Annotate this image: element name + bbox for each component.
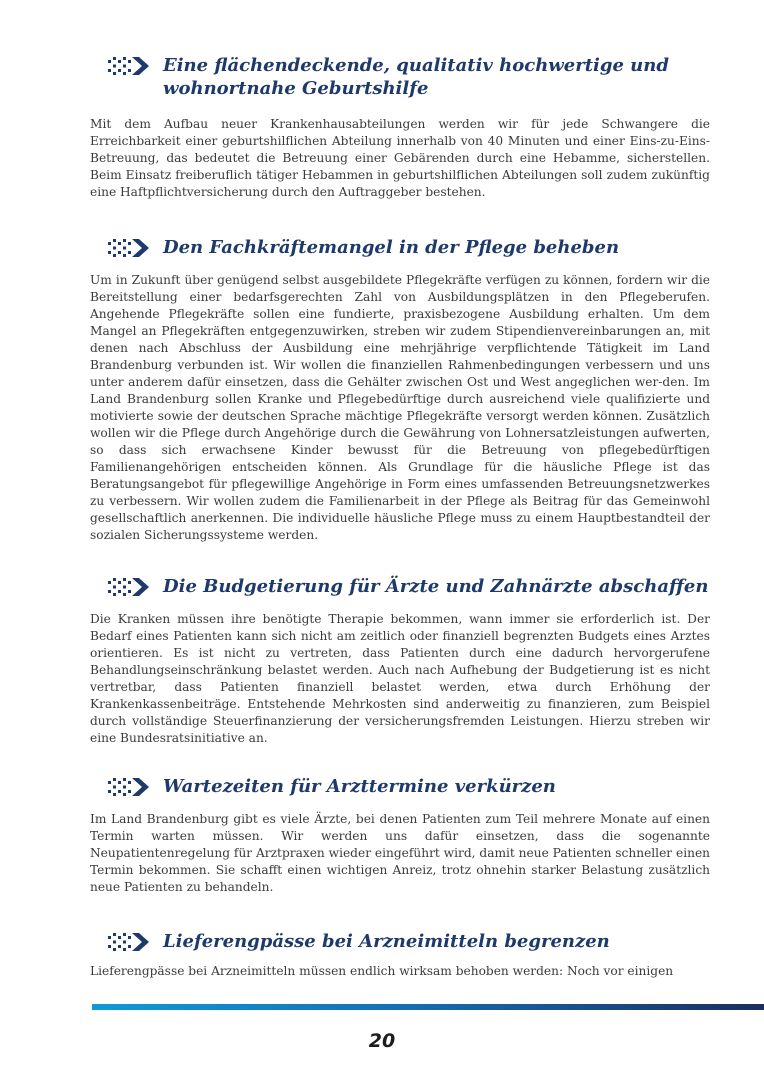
section-heading: [90, 775, 710, 798]
section-title: Wartezeiten für Arzttermine verkürzen: [163, 776, 556, 797]
double-chevron-dots-icon: [108, 575, 154, 597]
section-lieferengpaesse: [90, 930, 710, 980]
section-pflege: [90, 236, 710, 544]
section-body: Um in Zukunft über genügend selbst ausgebildete Pflegekräfte verfügen zu können, fordern wir die Bereitstellung einer bedarfsgerechten Zahl von Ausbildungsplätzen in den Pflegeberufen. Angehende Pflegekräfte sollen eine fundierte, praxisbezogene Ausbildung erhalten. Um dem Mangel an Pflegekräften entgegenzuwirken, streben wir zudem Stipendienvereinbarungen an, mit denen nach Abschluss der Ausbildung eine mehrjährige verpflichtende Tätigkeit im Land Brandenburg verbunden ist. Wir wollen die finanziellen Rahmenbedingungen verbessern und uns unter anderem dafür einsetzen, dass die Gehälter zwischen Ost und West angeglichen wer-den. Im Land Brandenburg sollen Kranke und Pflegebedürftige durch ausreichend viele qualifizierte und motivierte sowie der deutschen Sprache mächtige Pflegekräfte versorgt werden können. Zusätzlich wollen wir die Pflege durch Angehörige durch die Gewährung von Lohnersatzleistungen aufwerten, so dass sich erwachsene Kinder bewusst für die Betreuung von pflegebedürftigen Familienangehörigen entscheiden können. Als Grundlage für die häusliche Pflege ist das Beratungsangebot für pflegewillige Angehörige in Form eines umfassenden Betreuungsnetzwerkes zu verbessern. Wir wollen zudem die Familienarbeit in der Pflege als Beitrag für das Gemeinwohl gesellschaftlich anerkennen. Die individuelle häusliche Pflege muss zu einem Hauptbestandteil der sozialen Sicherungssysteme werden.: [90, 273, 710, 542]
section-heading: [90, 236, 710, 259]
section-title: Eine flächendeckende, qualitativ hochwertige und wohnortnahe Geburtshilfe: [163, 55, 669, 99]
footer-gradient-bar: [92, 1004, 764, 1010]
section-title: Lieferengpässe bei Arzneimitteln begrenzen: [163, 931, 610, 952]
section-budgetierung: [90, 575, 710, 747]
section-wartezeiten: [90, 775, 710, 896]
section-title: Die Budgetierung für Ärzte und Zahnärzte abschaffen: [163, 576, 709, 597]
section-body: Im Land Brandenburg gibt es viele Ärzte, bei denen Patienten zum Teil mehrere Monate auf einen Termin warten müssen. Wir werden uns dafür einsetzen, dass die sogenannte Neupatientenregelung für Arztpraxen wieder eingeführt wird, damit neue Patienten schneller einen Termin bekommen. Sie schafft einen wichtigen Anreiz, trotz ohnehin starker Belastung zusätzlich neue Patienten zu behandeln.: [90, 812, 711, 894]
section-body: Mit dem Aufbau neuer Krankenhausabteilungen werden wir für jede Schwangere die Erreichbarkeit einer geburtshilflichen Abteilung innerhalb von 40 Minuten und einer Eins-zu-Eins-Betreuung, das bedeutet die Betreuung einer Gebärenden durch eine Hebamme, sicherstellen. Beim Einsatz freiberuflich tätiger Hebammen in geburtshilflichen Abteilungen soll zudem zukünftig eine Haftpflichtversicherung durch den Auftraggeber bestehen.: [90, 117, 710, 199]
section-title: Den Fachkräftemangel in der Pflege beheben: [163, 237, 620, 258]
double-chevron-dots-icon: [108, 236, 154, 258]
section-heading: [90, 575, 710, 598]
double-chevron-dots-icon: [108, 775, 154, 797]
page-number: 20: [368, 1030, 396, 1052]
section-heading: [90, 930, 710, 953]
section-body: Die Kranken müssen ihre benötigte Therapie bekommen, wann immer sie erforderlich ist. Der Bedarf eines Patienten kann sich nicht am zeitlich oder finanziell begrenzten Budgets eines Arztes orientieren. Es ist nicht zu vertreten, dass Patienten durch eine dadurch hervorgerufene Behandlungseinschränkung belastet werden. Auch nach Aufhebung der Budgetierung ist es nicht vertretbar, dass Patienten finanziell belastet werden, etwa durch Erhöhung der Krankenkassenbeiträge. Entstehende Mehrkosten sind anderweitig zu finanzieren, zum Beispiel durch vollständige Steuerfinanzierung der versicherungsfremden Leistungen. Hierzu streben wir eine Bundesratsinitiative an.: [90, 612, 710, 745]
section-heading: [90, 54, 710, 100]
double-chevron-dots-icon: [108, 930, 154, 952]
section-body: Lieferengpässe bei Arzneimitteln müssen endlich wirksam behoben werden: Noch vor einigen: [90, 964, 674, 978]
double-chevron-dots-icon: [108, 54, 154, 76]
section-geburtshilfe: [90, 54, 710, 201]
